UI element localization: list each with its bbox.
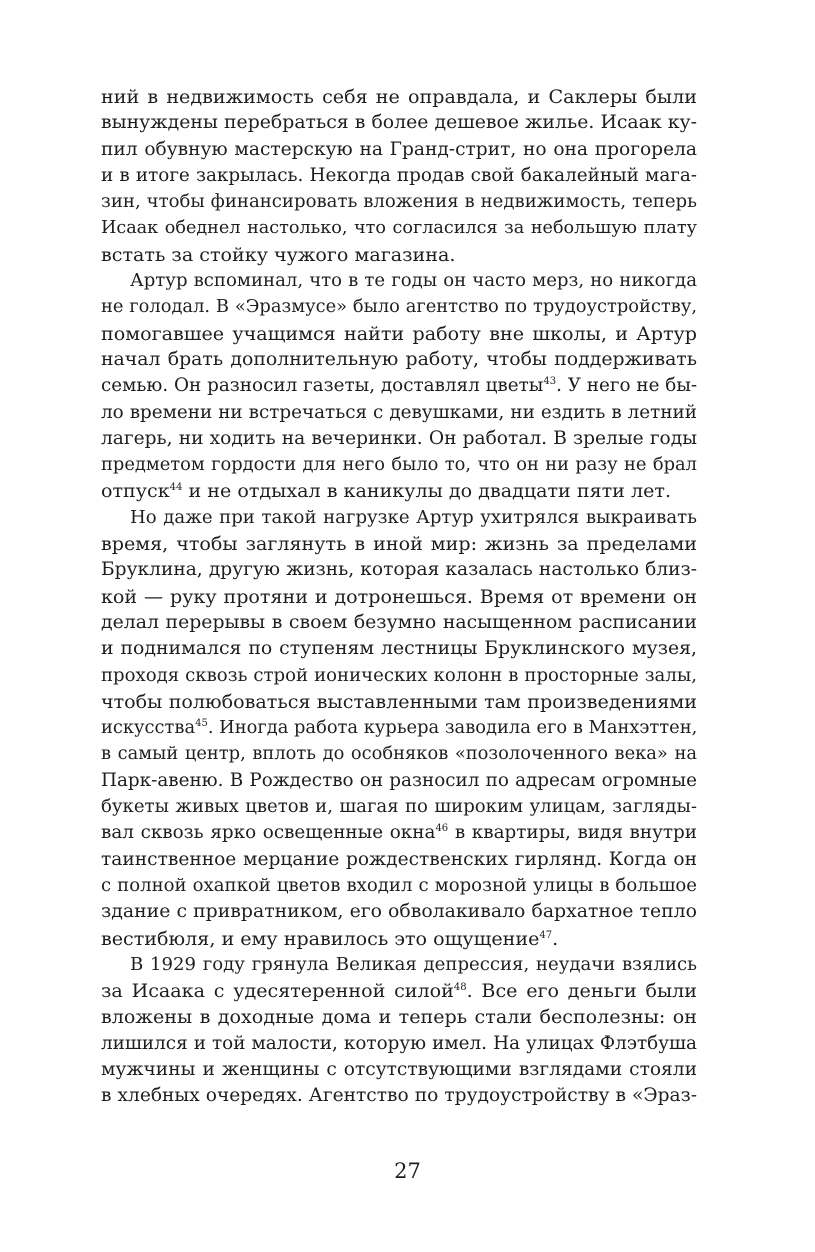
paragraph-2 — [101, 268, 697, 505]
text-segment: за Исаака с удесятеренной силой — [101, 979, 454, 1003]
text-line — [101, 926, 697, 952]
text-line: пил обувную мастерскую на Гранд-стрит, но она прогорела — [101, 138, 697, 160]
text-line: Артур вспоминал, что в те годы он часто мерз, но никогда — [130, 270, 697, 292]
text-line: помогавшее учащимся найти работу вне школы, и Артур — [101, 321, 697, 345]
text-segment: отпуск — [101, 479, 170, 503]
footnote-ref[interactable]: 45 — [195, 718, 208, 730]
text-line: делал перерывы в своем безумно насыщенном расписании — [101, 611, 697, 633]
footnote-ref[interactable]: 46 — [435, 823, 449, 835]
text-line: вложены в доходные дома и теперь стали бесполезны: он — [101, 1005, 697, 1029]
text-line — [101, 478, 697, 504]
text-line: с полной охапкой цветов входил с морозной улицы в большое — [101, 874, 697, 896]
text-segment: . У него не бы- — [556, 375, 698, 397]
text-line: начал брать дополнительную работу, чтобы поддерживать — [101, 348, 697, 370]
text-segment: и не отдыхал в каникулы до двадцати пяти лет. — [182, 479, 672, 503]
text-line: зин, чтобы финансировать вложения в недвижимость, теперь — [101, 191, 697, 213]
text-line: лагерь, ни ходить на вечеринки. Он работал. В зрелые годы — [101, 427, 697, 449]
text-segment: . — [552, 926, 559, 950]
footnote-ref[interactable]: 48 — [453, 982, 467, 994]
text-segment: . Все его деньги были — [466, 979, 698, 1003]
text-line: Бруклина, другую жизнь, которая казалась настолько близ- — [101, 559, 697, 581]
text-line: лишился и той малости, которую имел. На улицах Флэтбуша — [101, 1032, 697, 1054]
footnote-ref[interactable]: 43 — [543, 376, 557, 388]
text-line: чтобы полюбоваться выставленными там произведениями — [101, 689, 697, 713]
text-line: Но даже при такой нагрузке Артур ухитрялся выкраивать — [130, 506, 697, 528]
text-line: и поднимался по ступеням лестницы Бруклинского музея, — [101, 638, 697, 660]
text-segment: вал сквозь ярко освещенные окна — [101, 822, 436, 844]
text-segment: в квартиры, видя внутри — [448, 822, 697, 844]
text-line — [101, 978, 697, 1004]
text-line: предметом гордости для него было то, что он ни разу не брал — [101, 454, 697, 476]
paragraph-4 — [101, 952, 697, 1110]
text-line: здание с привратником, его обволакивало бархатное тепло — [101, 901, 697, 923]
text-line: букеты живых цветов и, шагая по широким улицам, загляды- — [101, 796, 697, 818]
text-segment: . Иногда работа курьера заводила его в Манхэттен, — [207, 717, 698, 739]
text-line: Парк-авеню. В Рождество он разносил по адресам огромные — [101, 769, 697, 791]
text-line: мужчины и женщины с отсутствующими взглядами стояли — [101, 1058, 697, 1080]
text-segment: семью. Он разносил газеты, доставлял цветы — [101, 375, 544, 397]
footnote-ref[interactable]: 47 — [539, 929, 553, 941]
text-segment: искусства — [101, 717, 196, 739]
text-line: встать за стойку чужого магазина. — [101, 242, 456, 266]
text-line: и в итоге закрылась. Некогда продав свой бакалейный мага- — [101, 164, 697, 186]
paragraph-1 — [101, 84, 697, 268]
text-line — [101, 373, 697, 399]
text-line: в самый центр, вплоть до особняков «позолоченного века» на — [101, 743, 697, 765]
text-line: таинственное мерцание рождественских гирлянд. Когда он — [101, 848, 697, 870]
text-line — [101, 715, 697, 741]
text-line: проходя сквозь строй ионических колонн в просторные залы, — [101, 664, 697, 686]
footnote-ref[interactable]: 44 — [169, 482, 183, 494]
text-line: не голодал. В «Эразмусе» было агентство по трудоустройству, — [101, 296, 697, 318]
text-line: В 1929 году грянула Великая депрессия, неудачи взялись — [130, 953, 697, 975]
text-segment: вестибюля, и ему нравилось это ощущение — [101, 926, 540, 950]
text-line — [101, 820, 697, 846]
text-line: Исаак обеднел настолько, что согласился за небольшую плату — [101, 218, 697, 239]
text-line: ло времени ни встречаться с девушками, ни ездить в летний — [101, 401, 697, 423]
text-line: время, чтобы заглянуть в иной мир: жизнь за пределами — [101, 532, 697, 556]
paragraph-3 — [101, 505, 697, 952]
body-text — [101, 84, 697, 1110]
text-line: вынуждены перебраться в более дешевое жилье. Исаак ку- — [101, 112, 697, 134]
page-number: 27 — [394, 1159, 421, 1183]
text-line: кой — руку протяни и дотронешься. Время от времени он — [101, 584, 697, 608]
text-line: в хлебных очередях. Агентство по трудоустройству в «Эраз- — [101, 1085, 697, 1107]
text-line: ний в недвижимость себя не оправдала, и Саклеры были — [101, 85, 697, 108]
